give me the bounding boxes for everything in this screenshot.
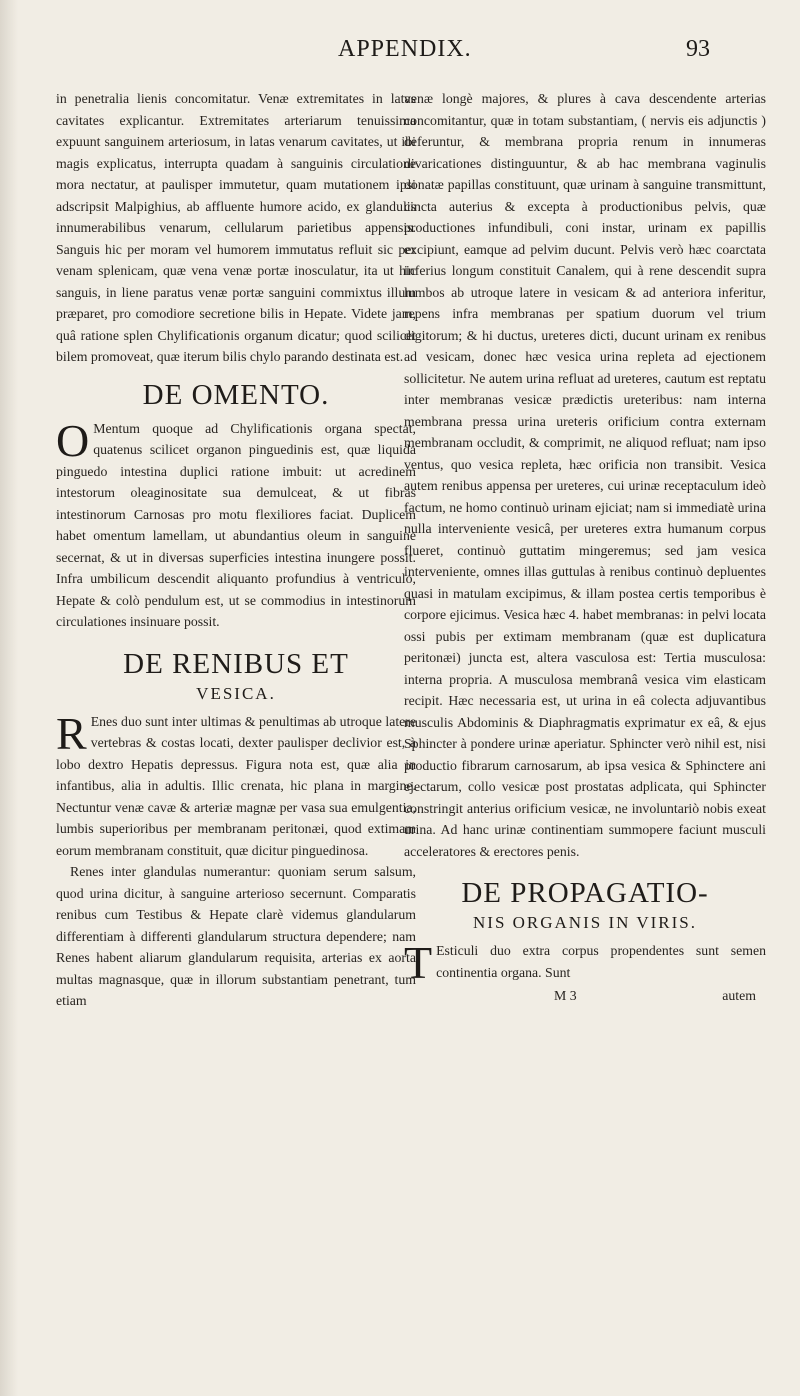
- drop-cap-t: T: [404, 937, 433, 988]
- drop-cap-r: R: [56, 707, 87, 759]
- paragraph-renes-text: Enes duo sunt inter ultimas & penultimas ab utroque latere vertebras & costas locati, dexter paulisper declivior est, à lobo dextro Hepatis depressus. Figura nota est, quæ alia in infantibus, alia in adultis. Illic crenata, hic plana in margine. Nectuntur venæ cavæ & arteriæ magnæ per vasa sua emulgentia, lumbis superioribus per membranam peritonæi, quod extimam eorum membranam constituit, quæ dicitur pinguedinosa.: [56, 713, 416, 858]
- paragraph-omentum-text: Mentum quoque ad Chylificationis organa spectat, quatenus scilicet organon pinguedinis est, quæ liquida pinguedo intestina duplici ratione imbuit: ut acredinem intestorum oleaginositate sua demulceat, & ut fibras intestinorum Carnosas pro motu flexiliores faciat. Duplicem habet omentum lamellam, ut abundantius oleum in sanguine secernat, & ut in diversas superficies intestina inungere possit. Infra umbilicum descendit aliquanto profundius à ventriculo, Hepate & colò pendulum est, ut se commodius in intestinorum circulationes insinuare possit.: [56, 420, 416, 629]
- paragraph-omentum: [56, 414, 416, 633]
- paragraph-renes: [56, 707, 416, 862]
- heading-de-propagatio: DE PROPAGATIO-: [461, 877, 709, 909]
- paragraph-venae-ureteres-vesica: venæ longè majores, & plures à cava descendente arterias concomitantur, quæ in totam substantiam, ( nervis eis adjunctis ) deferuntur, & membrana propria renum in innumeras divaricationes distinguuntur, & ab hac membrana vaginulis donatæ papillas constituunt, quæ urinam à sanguine transmittunt, cincta auterius & excepta à productionibus pelvis, quæ productiones infundibuli, coni instar, urinam ex papillis excipiunt, eamque ad pelvim ducunt. Pelvis verò hæc coarctata inferius longum constituit Canalem, qui à rene descendit supra lumbos ab utroque latere in vesicam & ad anteriora inferitur, repens infra membranas per spatium duorum vel trium digitorum; & hi ductus, ureteres dicti, ducunt urinam ex renibus ad vesicam, donec hæc vesica urina repleta ad ejectionem sollicitetur. Ne autem urina refluat ad ureteres, cautum est reptatu inter membranas vesicæ prædictis ureteribus: nam interna membrana pressa urina ureteris orificium contra externam membranam occludit, & comprimit, ne aliquod refluat; nam ipso ventus, quo vesica repleta, hæc orificia non transibit. Vesica autem renibus appensa per ureteres, cui urinæ receptaculum ideò factum, ne homo continuò urinam ejiciat; nam si immediatè urina nulla interveniente vesicâ, per ureteres extra humanum corpus flueret, continuò guttatim mingeremus; sed jam vesica interveniente, omnes illas guttulas à renibus continuò depluentes quasi in matulam excipimus, & illam postea certis temporibus è corpore ejicimus. Vesica hæc 4. habet membranas: in pelvi locata ossi pubis per extimam membranam (quæ est duplicatura peritonæi) juncta est, altera vasculosa est: Tertia musculosa: interna propria. A musculosa membranâ vesica vim elasticam recipit. Hæc necessaria est, ut urina in eâ colecta adjuvantibus musculis Abdominis & Diaphragmatis exprimatur ex eâ, & ejus Sphincter à pondere urinæ aperiatur. Sphincter verò nihil est, nisi productio fibrarum carnosarum, ab ipsa vesica & Sphinctere ani ejectarum, collo vesicæ post prostatas adplicata, qui Sphincter constringit anterius orificium vesicæ, ne involuntariò nobis exeat urina. Ad hanc urinæ continentiam summopere faciunt musculi acceleratores & erectores penis.: [404, 91, 766, 859]
- left-column: [56, 88, 416, 1012]
- paragraph-renes-glandulae: Renes inter glandulas numerantur: quoniam serum salsum, quod urina dicitur, à sanguine arterioso secernunt. Comparatis renibus cum Testibus & Hepate clarè videmus glandularum differentiam à differenti glandularum structura dependere; nam Renes habent aliarum glandularum requisita, arterias ex aorta multas magnasque, quæ in illorum substantiam penetrant, tum etiam: [56, 864, 416, 1008]
- heading-vesica: VESICA.: [196, 683, 276, 703]
- page-footer-marks: [404, 985, 766, 1007]
- heading-nis-organis: NIS ORGANIS IN VIRIS.: [473, 913, 697, 932]
- running-head: [0, 22, 800, 66]
- right-column: [404, 88, 766, 1007]
- heading-de-renibus: DE RENIBUS ET: [123, 647, 349, 680]
- drop-cap-o: O: [56, 414, 90, 466]
- page-fold-shadow: [0, 0, 18, 1396]
- paragraph-testiculi: [404, 937, 766, 988]
- paragraph-lien: in penetralia lienis concomitatur. Venæ extremitates in latas cavitates explicantur. Extremitates arteriarum tenuissima expuunt sanguinem arteriosum, in latas venarum cavitates, ut ibi magis explicatus, interrupta quadam à sanguinis circulatione mora nectatur, at paulisper immutetur, quam mutationem ipsi adscripsit Malpighius, ab affluente humore acido, ex glandulis innumerabilibus venarum, cellularum parietibus appensis. Sanguis hic per moram vel humorem immutatus refluit sic per venam splenicam, quæ vena venæ portæ inosculatur, ita ut hic sanguis, in liene paratus venæ portæ sanguini commixtus illum præparet, pro comodiore secretione bilis in Hepate. Videte jam, quâ ratione splen Chylificationis organum dicatur; quod scilicet bilem promoveat, quæ iterum bilis chylo parando destinata est.: [56, 91, 416, 364]
- paragraph-testiculi-text: Esticuli duo extra corpus propendentes sunt semen continentia organa. Sunt: [436, 943, 766, 980]
- signature-mark: M 3: [554, 988, 577, 1003]
- page-number: 93: [686, 36, 710, 62]
- catchword: autem: [722, 988, 756, 1003]
- heading-de-omento: DE OMENTO.: [142, 378, 330, 411]
- running-title: APPENDIX.: [338, 36, 472, 62]
